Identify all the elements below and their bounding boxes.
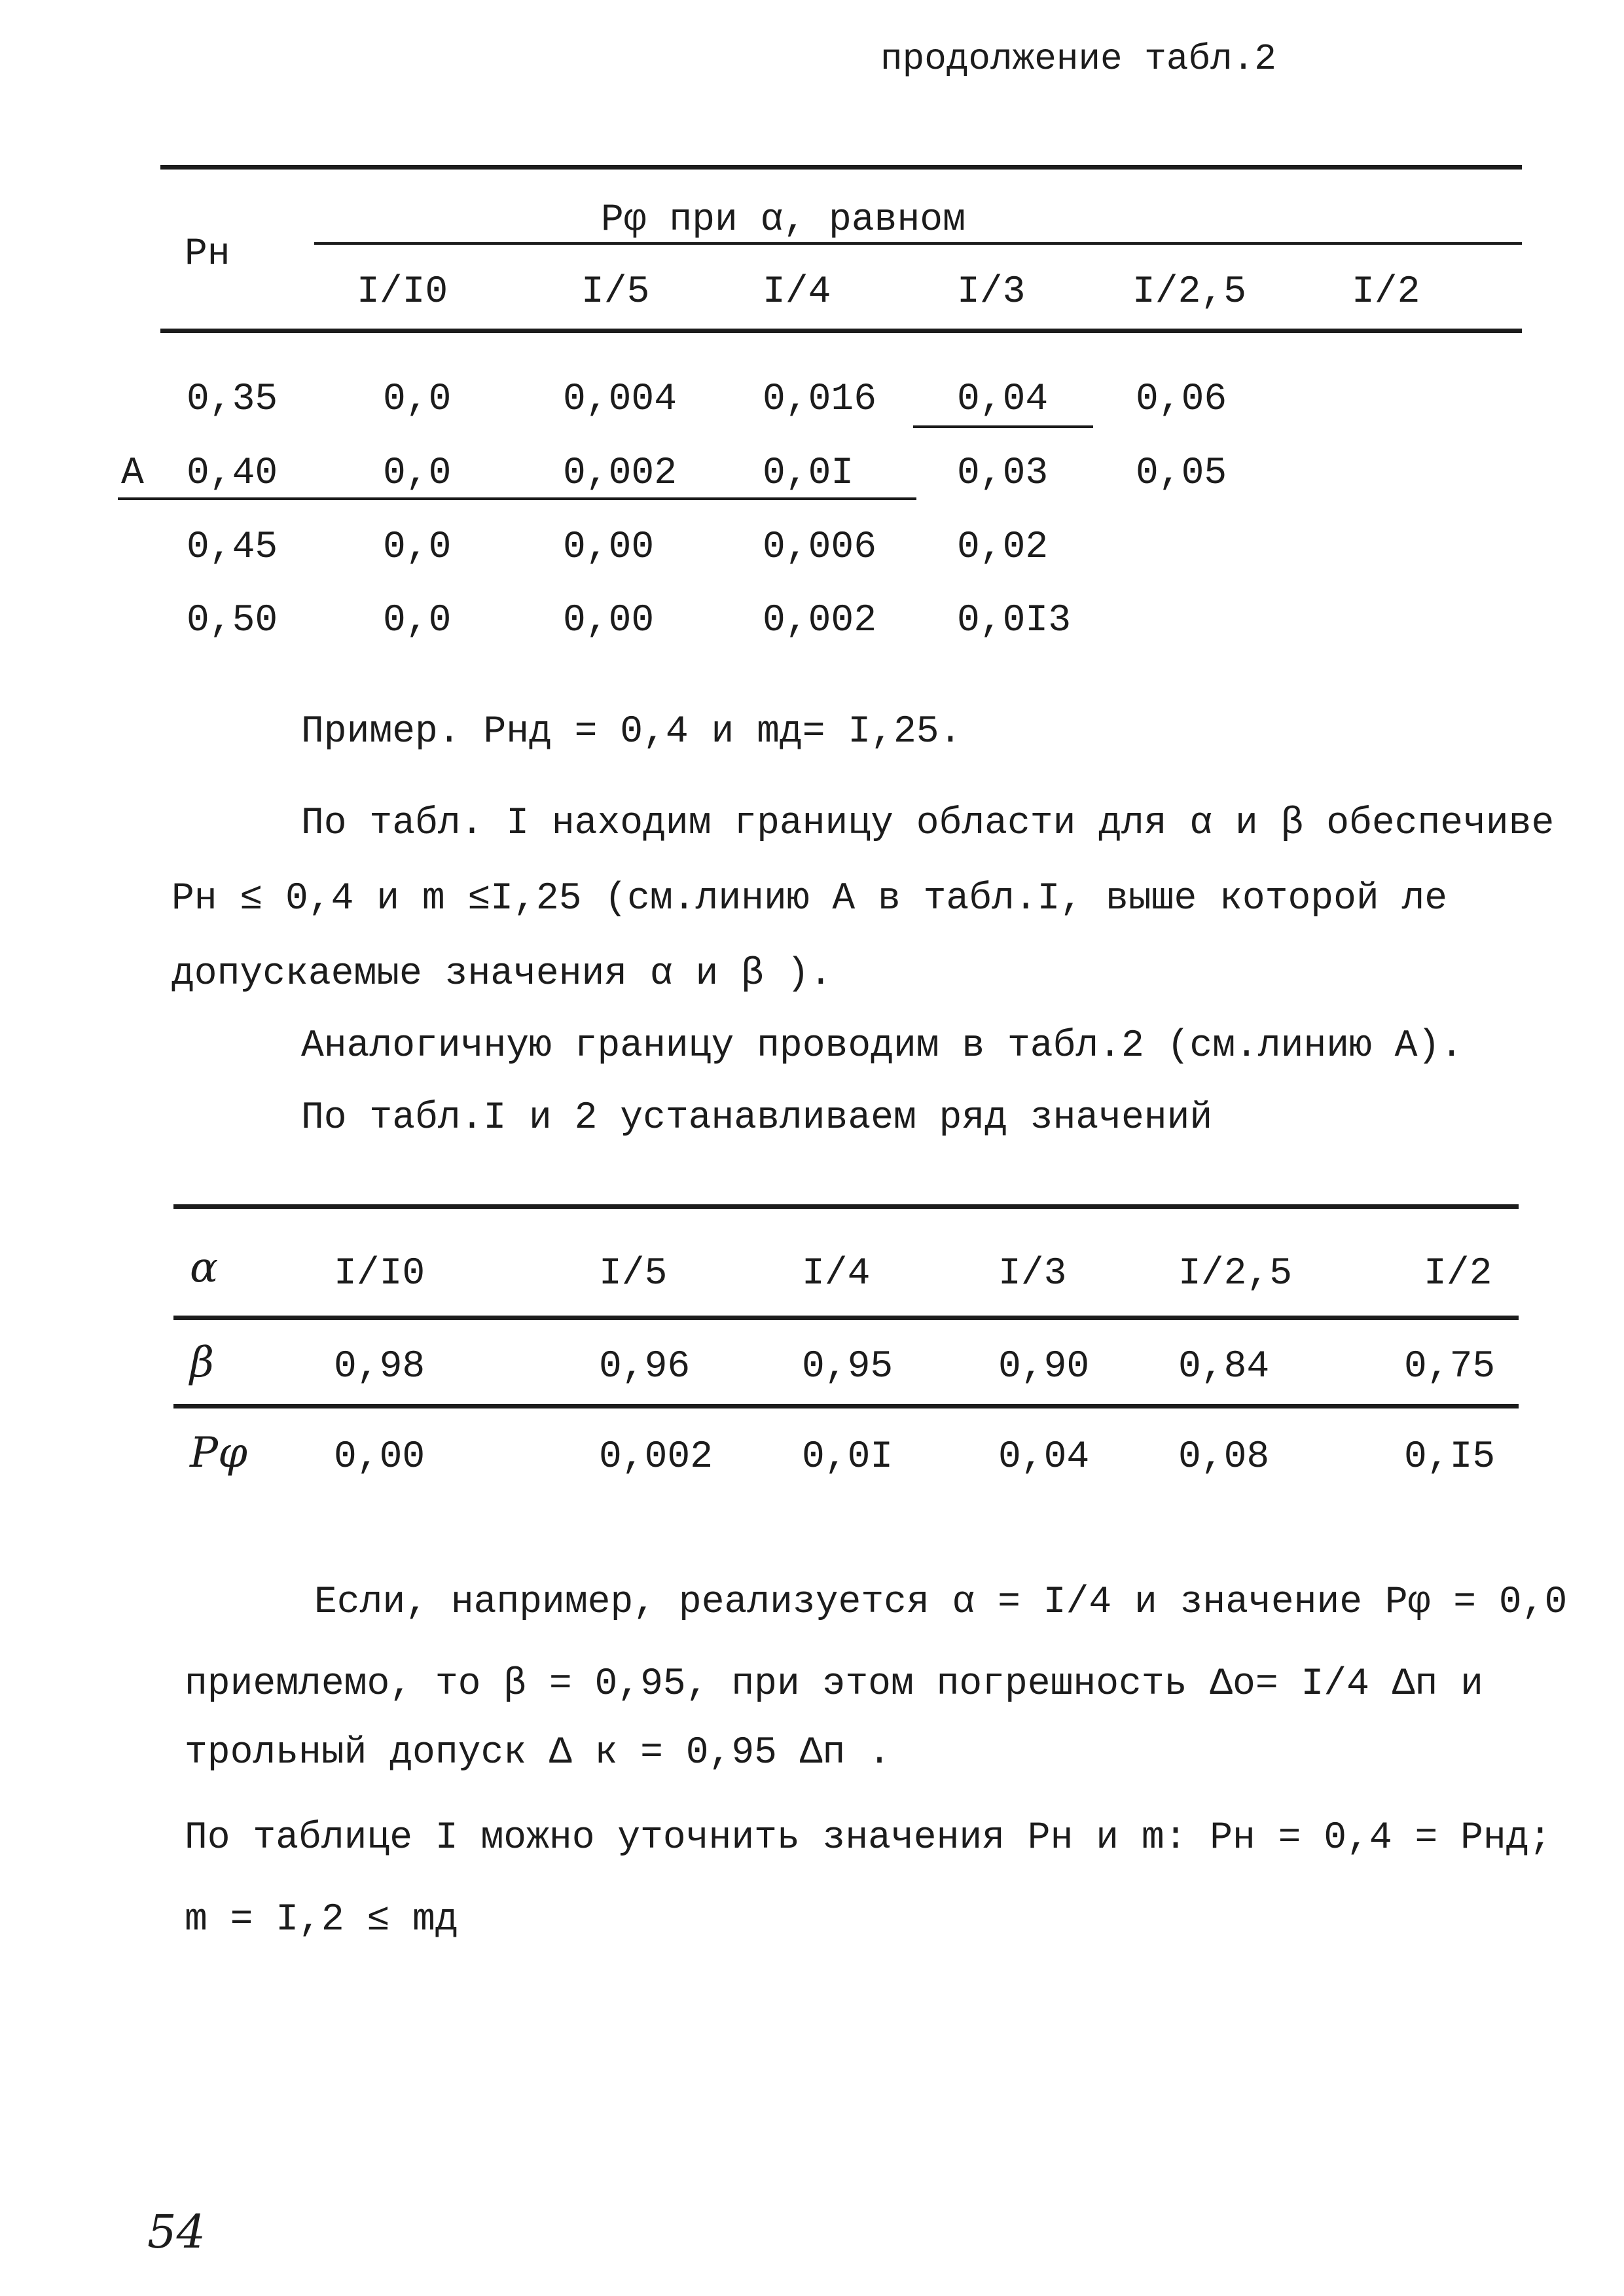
paragraph-line: Pн ≤ 0,4 и m ≤I,25 (см.линию А в табл.I, выше которой ле <box>171 878 1448 920</box>
paragraph-line: допускаемые значения α и β ). <box>171 953 833 996</box>
table1-cell: 0,05 <box>1136 452 1227 495</box>
table2-cell: I/I0 <box>334 1253 425 1295</box>
table1-group-rule <box>314 242 1522 245</box>
table2-cell: I/5 <box>599 1253 668 1295</box>
table1-cell: 0,0 <box>383 526 452 569</box>
table1-cell: 0,04 <box>957 378 1049 421</box>
table2-cell: 0,04 <box>998 1436 1090 1479</box>
table2-cell: 0,00 <box>334 1436 425 1479</box>
table1-cell: 0,0 <box>383 378 452 421</box>
table2-cell: 0,98 <box>334 1346 425 1388</box>
table1-group-header: Pφ при α, равном <box>601 199 965 242</box>
table1-row-ph: 0,35 <box>187 378 278 421</box>
table2-mid-rule <box>173 1404 1519 1408</box>
table2-cell: I/4 <box>802 1253 871 1295</box>
table1-col-header: I/5 <box>581 271 650 314</box>
table1-cell: 0,004 <box>563 378 677 421</box>
table2-header-rule <box>173 1316 1519 1320</box>
table1-cell: 0,0I <box>763 452 854 495</box>
table1-cell: 0,00 <box>563 526 655 569</box>
boundary-line-a-lower <box>118 497 916 500</box>
table2-row-label: β <box>190 1338 214 1387</box>
table2-row-label: Pφ <box>190 1429 247 1477</box>
table1-row-ph: 0,45 <box>187 526 278 569</box>
table1-cell: 0,03 <box>957 452 1049 495</box>
table2-cell: I/3 <box>998 1253 1067 1295</box>
table1-row-ph: 0,40 <box>187 452 278 495</box>
table1-col-header: I/I0 <box>357 271 448 314</box>
table1-col-header: I/4 <box>763 271 831 314</box>
table1-cell: 0,0 <box>383 600 452 642</box>
table1-cell: 0,002 <box>763 600 877 642</box>
table1-cell: 0,016 <box>763 378 877 421</box>
table1-cell: 0,00 <box>563 600 655 642</box>
table2-cell: 0,75 <box>1404 1346 1496 1388</box>
table2-top-rule <box>173 1204 1519 1209</box>
table2-cell: 0,96 <box>599 1346 691 1388</box>
table2-row-label: α <box>190 1244 219 1292</box>
boundary-line-a-upper <box>913 425 1093 428</box>
paragraph-line: приемлемо, то β = 0,95, при этом погрешность Δо= I/4 Δп и <box>185 1663 1483 1706</box>
table1-cell: 0,006 <box>763 526 877 569</box>
paragraph-line: Если, например, реализуется α = I/4 и значение Pφ = 0,0 <box>314 1581 1568 1624</box>
page-number: 54 <box>147 2205 206 2259</box>
table1-cell: 0,02 <box>957 526 1049 569</box>
table2-cell: 0,08 <box>1178 1436 1270 1479</box>
table1-header-rule <box>160 329 1522 333</box>
table2-cell: I/2 <box>1424 1253 1492 1295</box>
running-header: продолжение табл.2 <box>880 38 1276 80</box>
table1-cell: 0,002 <box>563 452 677 495</box>
boundary-label-a: A <box>121 452 144 495</box>
paragraph-line: По таблице I можно уточнить значения Pн и m: Pн = 0,4 = Pнд; <box>185 1817 1552 1859</box>
paragraph-line: Аналогичную границу проводим в табл.2 (см.линию А). <box>301 1025 1464 1067</box>
paragraph-line: По табл.I и 2 устанавливаем ряд значений <box>301 1097 1213 1139</box>
table2-cell: 0,95 <box>802 1346 893 1388</box>
paragraph-line: трольный допуск Δ к = 0,95 Δп . <box>185 1732 891 1774</box>
table2-cell: 0,002 <box>599 1436 713 1479</box>
table1-cell: 0,06 <box>1136 378 1227 421</box>
table2-cell: 0,90 <box>998 1346 1090 1388</box>
table1-col-header: I/2,5 <box>1132 271 1247 314</box>
table1-col-header: I/2 <box>1352 271 1420 314</box>
table2-cell: 0,0I <box>802 1436 893 1479</box>
table1-top-rule <box>160 165 1522 170</box>
table1-stub-header: Pн <box>185 233 230 276</box>
table1-cell: 0,0I3 <box>957 600 1072 642</box>
paragraph-line: По табл. I находим границу области для α и β обеспечиве <box>301 802 1555 845</box>
table1-col-header: I/3 <box>957 271 1026 314</box>
paragraph-example: Пример. Pнд = 0,4 и mд= I,25. <box>301 711 962 753</box>
table2-cell: 0,I5 <box>1404 1436 1496 1479</box>
table2-cell: I/2,5 <box>1178 1253 1293 1295</box>
table1-row-ph: 0,50 <box>187 600 278 642</box>
table2-cell: 0,84 <box>1178 1346 1270 1388</box>
paragraph-line: m = I,2 ≤ mд <box>185 1899 458 1941</box>
table1-cell: 0,0 <box>383 452 452 495</box>
